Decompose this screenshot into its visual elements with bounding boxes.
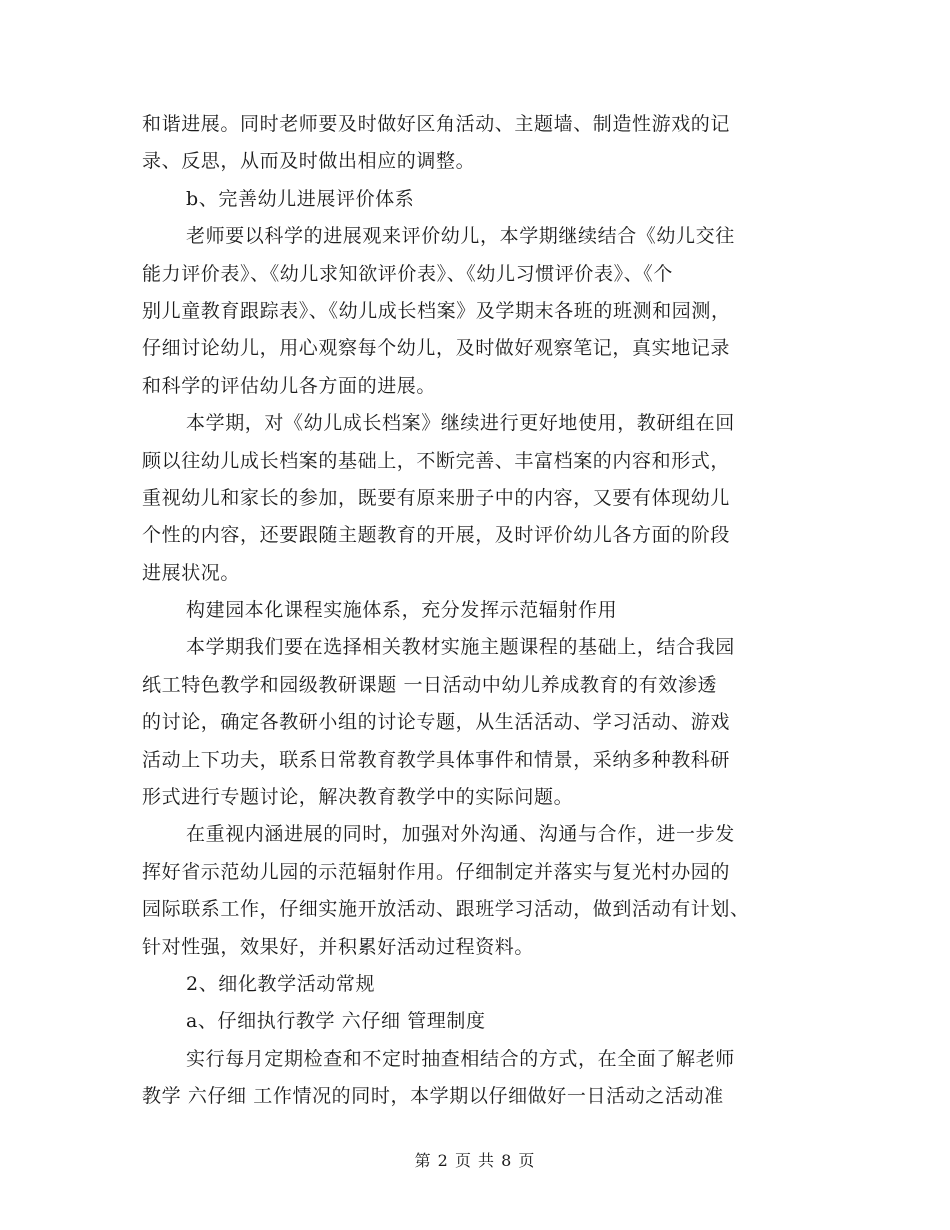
text-line: 纸工特色教学和园级教研课题 一日活动中幼儿养成教育的有效渗透 — [142, 673, 718, 696]
text-line: b、完善幼儿进展评价体系 — [186, 187, 415, 210]
text-line: a、仔细执行教学 六仔细 管理制度 — [186, 1010, 486, 1033]
text-line: 针对性强，效果好，并积累好活动过程资料。 — [142, 935, 535, 958]
text-line: 在重视内涵进展的同时，加强对外沟通、沟通与合作，进一步发 — [186, 823, 735, 846]
text-line: 本学期，对《幼儿成长档案》继续进行更好地使用，教研组在回 — [186, 412, 735, 435]
text-line: 实行每月定期检查和不定时抽查相结合的方式，在全面了解老师 — [186, 1047, 735, 1070]
text-line: 录、反思，从而及时做出相应的调整。 — [142, 150, 476, 173]
text-line: 2、细化教学活动常规 — [186, 972, 376, 995]
text-line: 能力评价表》、《幼儿求知欲评价表》、《幼儿习惯评价表》、《个 — [142, 262, 674, 285]
text-line: 仔细讨论幼儿，用心观察每个幼儿，及时做好观察笔记，真实地记录 — [142, 337, 731, 360]
text-line: 重视幼儿和家长的参加，既要有原来册子中的内容，又要有体现幼儿 — [142, 486, 731, 509]
text-line: 顾以往幼儿成长档案的基础上，不断完善、丰富档案的内容和形式， — [142, 449, 731, 472]
text-line: 个性的内容，还要跟随主题教育的开展，及时评价幼儿各方面的阶段 — [142, 524, 731, 547]
text-line: 构建园本化课程实施体系，充分发挥示范辐射作用 — [186, 599, 618, 622]
text-line: 和谐进展。同时老师要及时做好区角活动、主题墙、制造性游戏的记 — [142, 113, 731, 135]
text-line: 园际联系工作，仔细实施开放活动、跟班学习活动，做到活动有计划、 — [142, 898, 750, 921]
text-line: 的讨论，确定各教研小组的讨论专题，从生活活动、学习活动、游戏 — [142, 711, 731, 734]
text-line: 别儿童教育跟踪表》、《幼儿成长档案》及学期末各班的班测和园测， — [142, 299, 731, 322]
text-line: 形式进行专题讨论，解决教育教学中的实际问题。 — [142, 786, 574, 809]
text-line: 和科学的评估幼儿各方面的进展。 — [142, 374, 437, 397]
text-line: 教学 六仔细 工作情况的同时，本学期以仔细做好一日活动之活动准 — [142, 1085, 724, 1108]
text-line: 挥好省示范幼儿园的示范辐射作用。仔细制定并落实与复光村办园的 — [142, 860, 731, 883]
text-line: 进展状况。 — [142, 561, 241, 584]
page-number-footer: 第 2 页 共 8 页 — [414, 1151, 536, 1170]
text-line: 本学期我们要在选择相关教材实施主题课程的基础上，结合我园 — [186, 636, 735, 659]
text-line: 活动上下功夫，联系日常教育教学具体事件和情景，采纳多种教科研 — [142, 748, 731, 771]
document-body — [142, 106, 810, 1116]
text-line: 老师要以科学的进展观来评价幼儿，本学期继续结合《幼儿交往 — [186, 225, 735, 248]
